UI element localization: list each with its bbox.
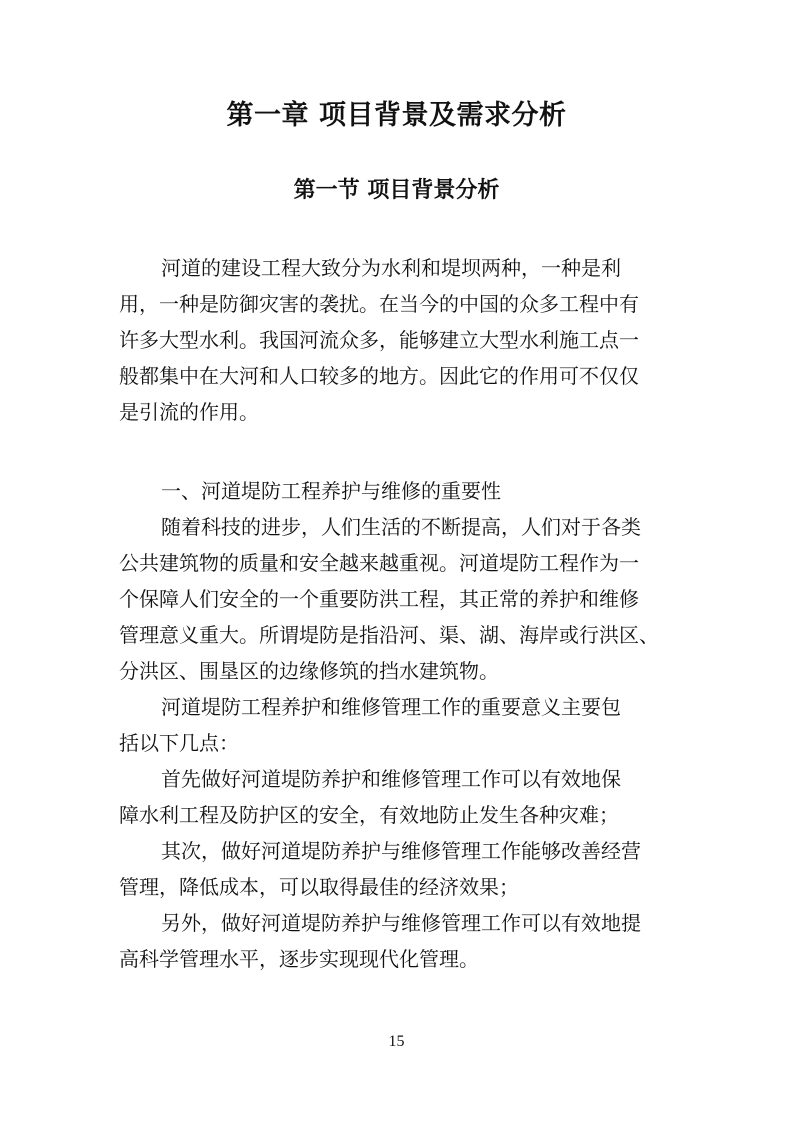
text-line: 公共建筑物的质量和安全越来越重视。河道堤防工程作为一	[119, 551, 639, 575]
text-line: 括以下几点：	[119, 731, 239, 755]
text-line: 用，一种是防御灾害的袭扰。在当今的中国的众多工程中有	[119, 292, 639, 316]
text-line: 分洪区、围垦区的边缘修筑的挡水建筑物。	[119, 659, 499, 683]
text-line: 其次，做好河道堤防养护与维修管理工作能够改善经营	[161, 839, 641, 863]
text-line: 般都集中在大河和人口较多的地方。因此它的作用可不仅仅	[119, 364, 639, 388]
text-line: 随着科技的进步，人们生活的不断提高，人们对于各类	[161, 515, 641, 539]
subheading-line: 一、河道堤防工程养护与维修的重要性	[161, 479, 501, 503]
text-line: 另外，做好河道堤防养护与维修管理工作可以有效地提	[161, 911, 641, 935]
text-line: 许多大型水利。我国河流众多，能够建立大型水利施工点一	[119, 328, 639, 352]
text-line: 管理，降低成本，可以取得最佳的经济效果；	[119, 875, 519, 899]
text-line: 是引流的作用。	[119, 400, 259, 424]
importance-section	[119, 473, 679, 977]
text-line: 个保障人们安全的一个重要防洪工程，其正常的养护和维修	[119, 587, 639, 611]
text-line: 管理意义重大。所谓堤防是指沿河、渠、湖、海岸或行洪区、	[119, 623, 659, 647]
intro-paragraph	[119, 250, 679, 430]
section-title: 第一节 项目背景分析	[293, 178, 500, 203]
chapter-title: 第一章 项目背景及需求分析	[226, 100, 567, 131]
page-number: 15	[388, 1033, 405, 1050]
text-line: 河道的建设工程大致分为水利和堤坝两种，一种是利	[161, 256, 621, 280]
text-line: 河道堤防工程养护和维修管理工作的重要意义主要包	[161, 695, 621, 719]
text-line: 障水利工程及防护区的安全，有效地防止发生各种灾难；	[119, 803, 619, 827]
text-line: 高科学管理水平，逐步实现现代化管理。	[119, 947, 479, 971]
text-line: 首先做好河道堤防养护和维修管理工作可以有效地保	[161, 767, 621, 791]
